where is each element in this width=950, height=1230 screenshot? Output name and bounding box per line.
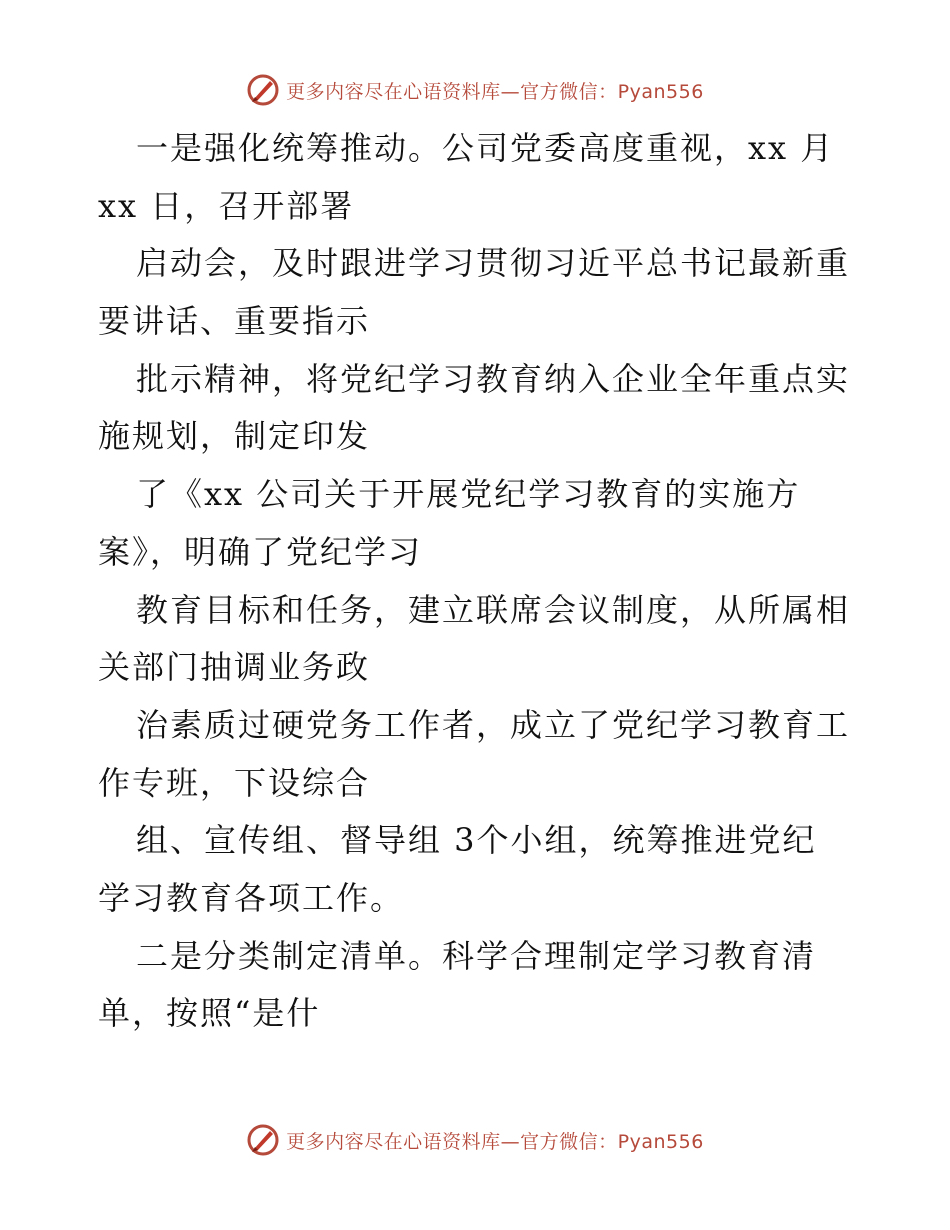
document-body [98, 120, 858, 1043]
text-line: 案》，明确了党纪学习 [98, 532, 423, 571]
text-line: 了《xx 公司关于开展党纪学习教育的实施方 [136, 475, 801, 514]
text-line: 二是分类制定清单。科学合理制定学习教育清 [136, 936, 817, 975]
text-line: 单，按照“是什 [98, 994, 321, 1033]
text-line: 教育目标和任务，建立联席会议制度，从所属相 [136, 590, 851, 629]
text-line: 批示精神，将党纪学习教育纳入企业全年重点实 [136, 359, 851, 398]
quill-pen-logo-icon [246, 1123, 280, 1157]
quill-pen-logo-icon [246, 73, 280, 107]
text-line: 施规划，制定印发 [98, 417, 371, 456]
text-line: 要讲话、重要指示 [98, 302, 371, 341]
text-line: 作专班，下设综合 [98, 763, 371, 802]
text-line: xx 日，召开部署 [98, 186, 355, 225]
header-banner-text: 更多内容尽在心语资料库—官方微信：Pyan556 [286, 80, 704, 103]
footer-banner-text: 更多内容尽在心语资料库—官方微信：Pyan556 [286, 1130, 704, 1153]
text-line: 一是强化统筹推动。公司党委高度重视，xx 月 [136, 129, 835, 167]
footer-banner [0, 1120, 950, 1160]
text-line: 学习教育各项工作。 [98, 878, 405, 917]
text-line: 启动会，及时跟进学习贯彻习近平总书记最新重 [136, 244, 851, 283]
text-line: 组、宣传组、督导组 3个小组，统筹推进党纪 [136, 821, 817, 860]
text-line: 治素质过硬党务工作者，成立了党纪学习教育工 [136, 705, 851, 744]
text-line: 关部门抽调业务政 [98, 648, 371, 687]
header-banner [0, 70, 950, 110]
